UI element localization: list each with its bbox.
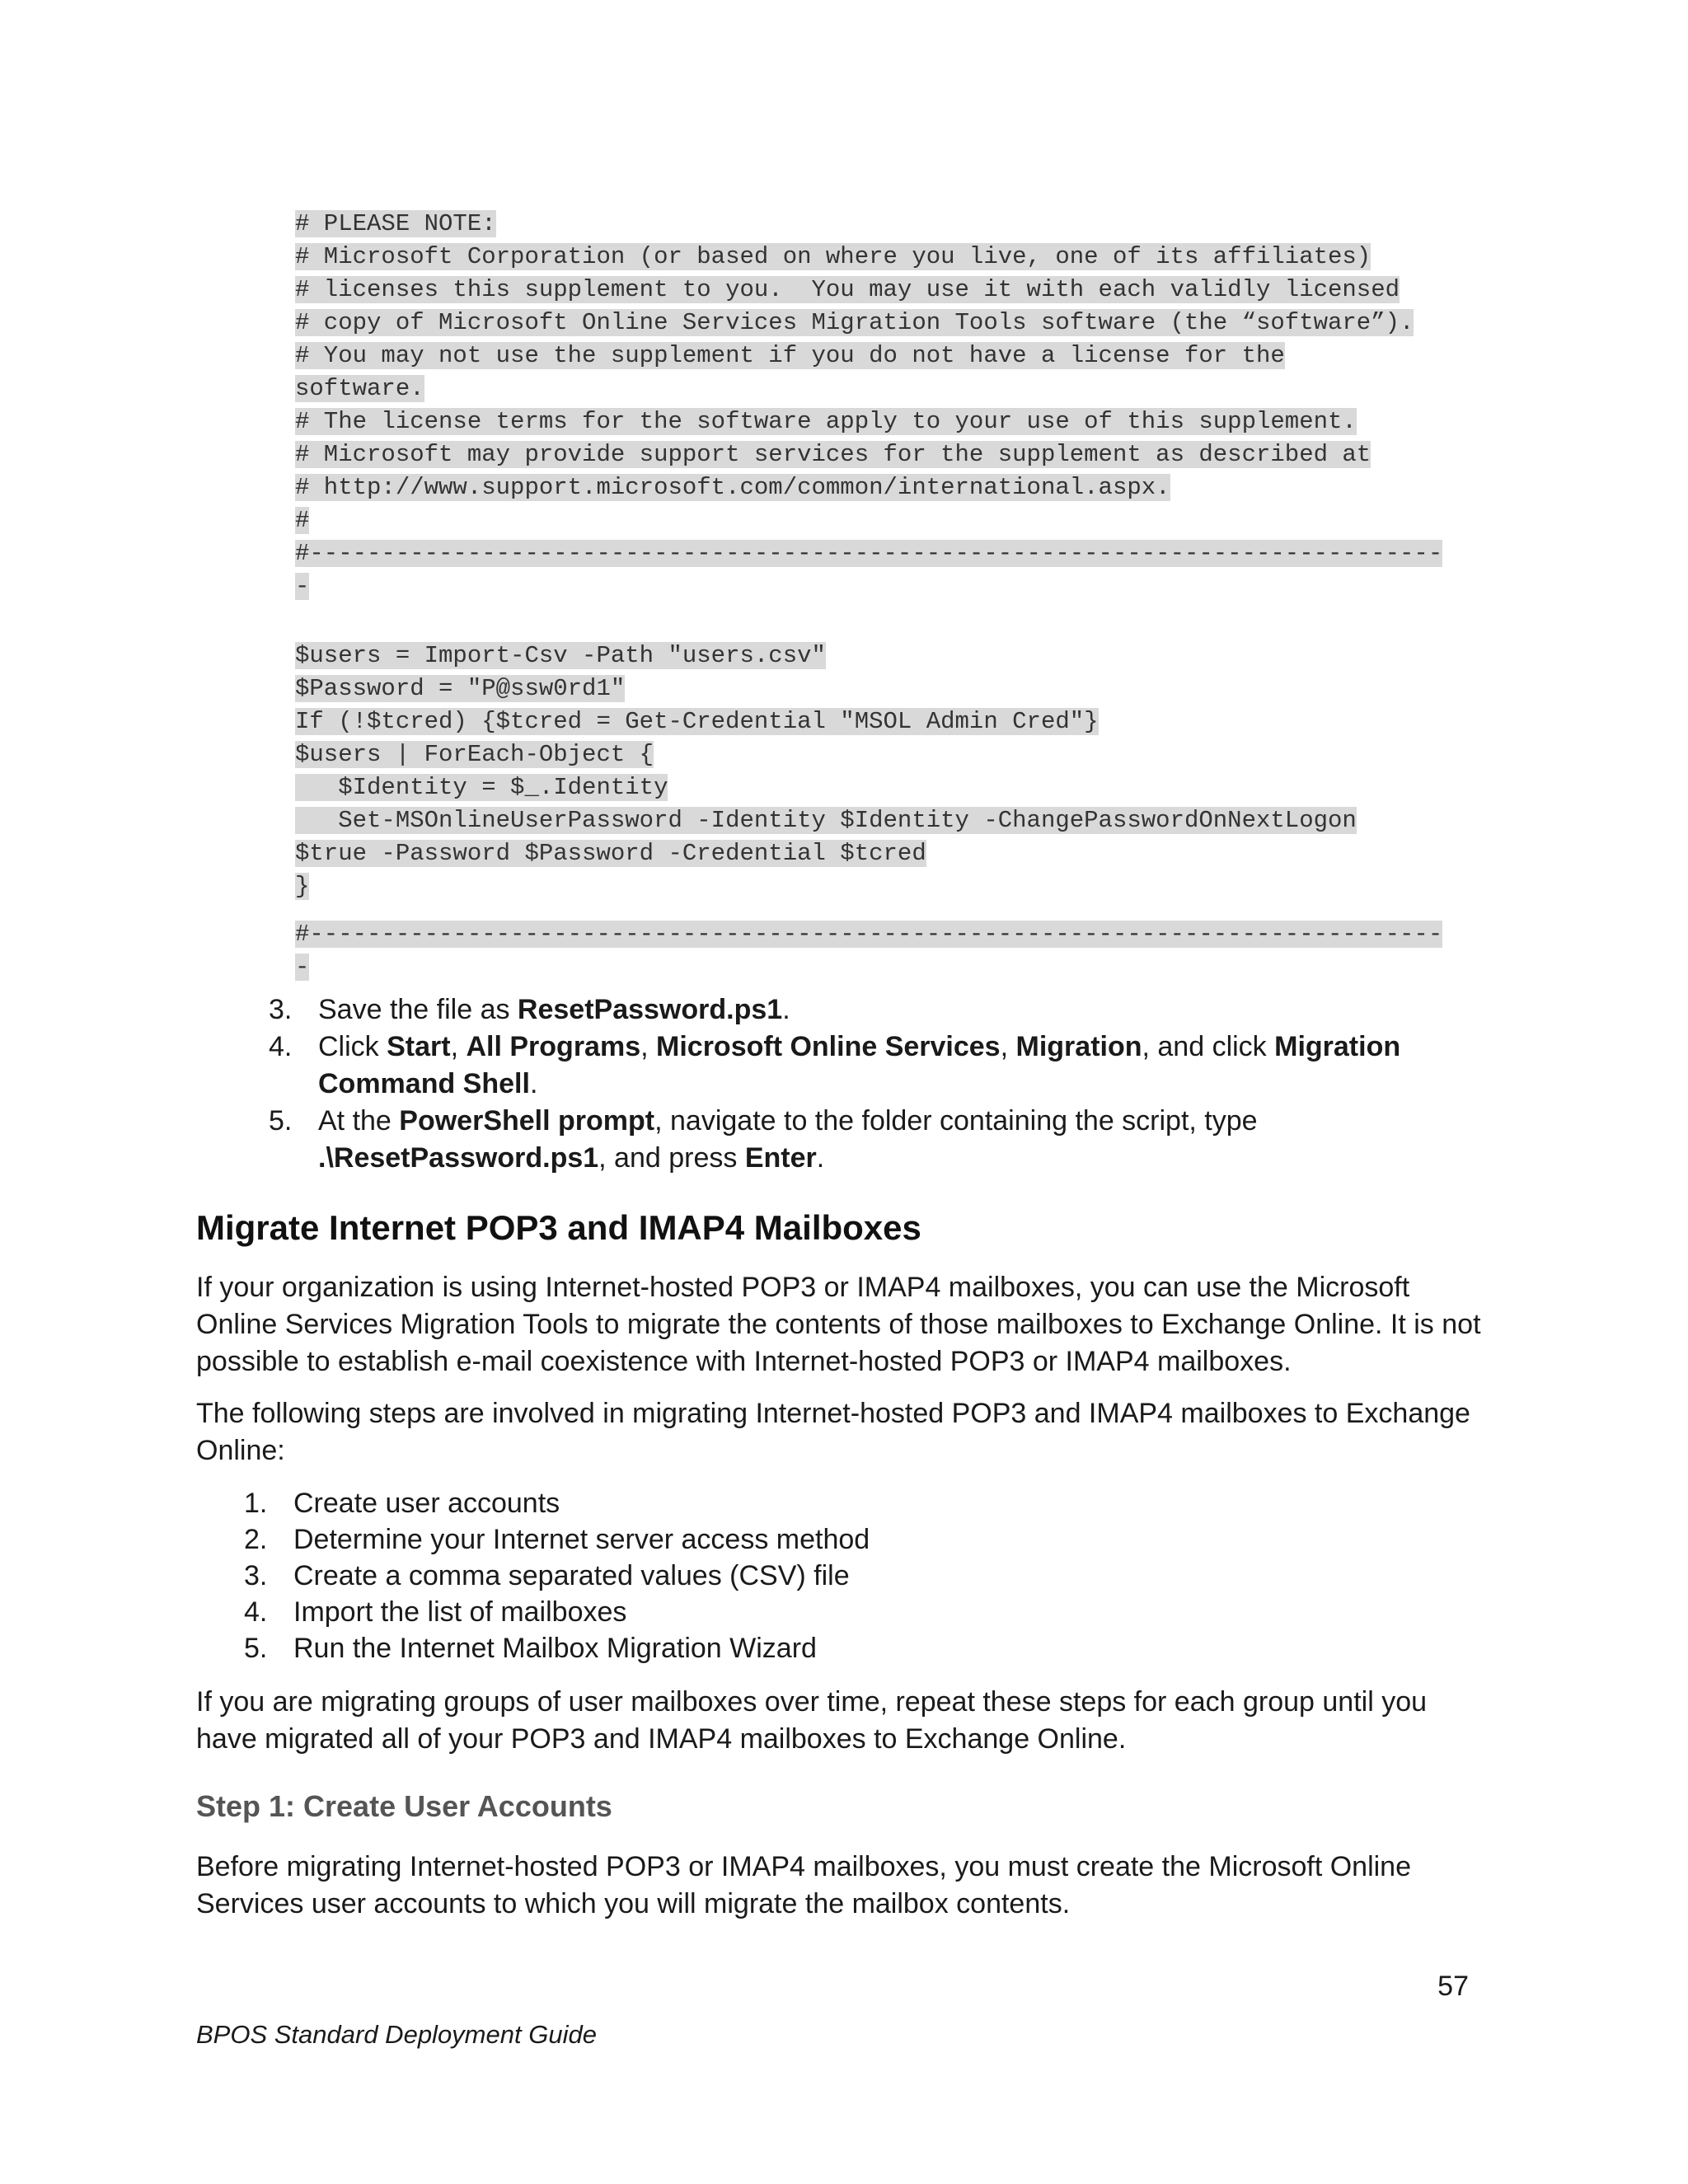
list-item: 4. Import the list of mailboxes (244, 1596, 627, 1628)
step-3: 3. Save the file as ResetPassword.ps1. (269, 994, 790, 1025)
code-line: Set-MSOnlineUserPassword -Identity $Identity -ChangePasswordOnNextLogon (295, 807, 1357, 834)
code-spacer (295, 903, 1465, 918)
code-line: # You may not use the supplement if you do not have a license for the (295, 342, 1285, 369)
code-line: } (295, 873, 310, 900)
code-line: $Password = "P@ssw0rd1" (295, 675, 626, 702)
code-line: $Identity = $_.Identity (295, 774, 668, 801)
code-line: # PLEASE NOTE: (295, 210, 496, 237)
step-4: 4. Click Start, All Programs, Microsoft Online Services, Migration, and click Migration Command Shell. (269, 1031, 1401, 1099)
code-line: $users = Import-Csv -Path "users.csv" (295, 642, 826, 669)
code-block (295, 208, 1465, 984)
list-item: 2. Determine your Internet server access method (244, 1524, 870, 1555)
code-line: # copy of Microsoft Online Services Migration Tools software (the “software”). (295, 309, 1414, 336)
code-line: - (295, 954, 310, 981)
code-divider: #------------------------------------------------------------------------------- (295, 540, 1443, 567)
code-line: $true -Password $Password -Credential $tcred (295, 840, 926, 867)
section-paragraph-1: If your organization is using Internet-hosted POP3 or IMAP4 mailboxes, you can use the Microsoft Online Services Migration Tools to migrate the contents of those mailboxes to Exchange Online. It is not possible to establish e-mail coexistence with Internet-hosted POP3 or IMAP4 mailboxes. (196, 1272, 1481, 1377)
code-divider: #------------------------------------------------------------------------------- (295, 921, 1443, 948)
list-item: 1. Create user accounts (244, 1488, 560, 1519)
document-footer: BPOS Standard Deployment Guide (196, 2020, 597, 2049)
list-item: 3. Create a comma separated values (CSV) file (244, 1560, 850, 1591)
subsection-paragraph: Before migrating Internet-hosted POP3 or IMAP4 mailboxes, you must create the Microsoft Online Services user accounts to which you will migrate the mailbox contents. (196, 1851, 1412, 1919)
section-paragraph-3: If you are migrating groups of user mailboxes over time, repeat these steps for each group until you have migrated all of your POP3 and IMAP4 mailboxes to Exchange Online. (196, 1686, 1428, 1755)
code-line: - (295, 573, 310, 600)
page-number: 57 (1437, 1971, 1469, 2002)
list-item: 5. Run the Internet Mailbox Migration Wizard (244, 1633, 817, 1664)
code-line: # Microsoft may provide support services for the supplement as described at (295, 441, 1372, 468)
code-line: # licenses this supplement to you. You may use it with each validly licensed (295, 276, 1400, 303)
code-line: # Microsoft Corporation (or based on where you live, one of its affiliates) (295, 243, 1372, 270)
code-line: $users | ForEach-Object { (295, 741, 654, 768)
subsection-heading: Step 1: Create User Accounts (196, 1789, 612, 1823)
code-line: # The license terms for the software apply to your use of this supplement. (295, 408, 1357, 435)
code-spacer (295, 603, 1465, 640)
step-5: 5. At the PowerShell prompt, navigate to the folder containing the script, type .\ResetPassword.ps1, and press Enter. (269, 1105, 1258, 1174)
section-paragraph-2: The following steps are involved in migrating Internet-hosted POP3 and IMAP4 mailboxes to Exchange Online: (196, 1398, 1470, 1466)
section-heading: Migrate Internet POP3 and IMAP4 Mailboxes (196, 1208, 921, 1247)
code-line: If (!$tcred) {$tcred = Get-Credential "MSOL Admin Cred"} (295, 708, 1099, 735)
migration-steps-list (244, 1485, 1398, 1666)
code-line: software. (295, 375, 424, 402)
code-line: # http://www.support.microsoft.com/common/international.aspx. (295, 474, 1170, 501)
code-line: # (295, 507, 310, 534)
procedure-steps (269, 991, 1489, 1177)
